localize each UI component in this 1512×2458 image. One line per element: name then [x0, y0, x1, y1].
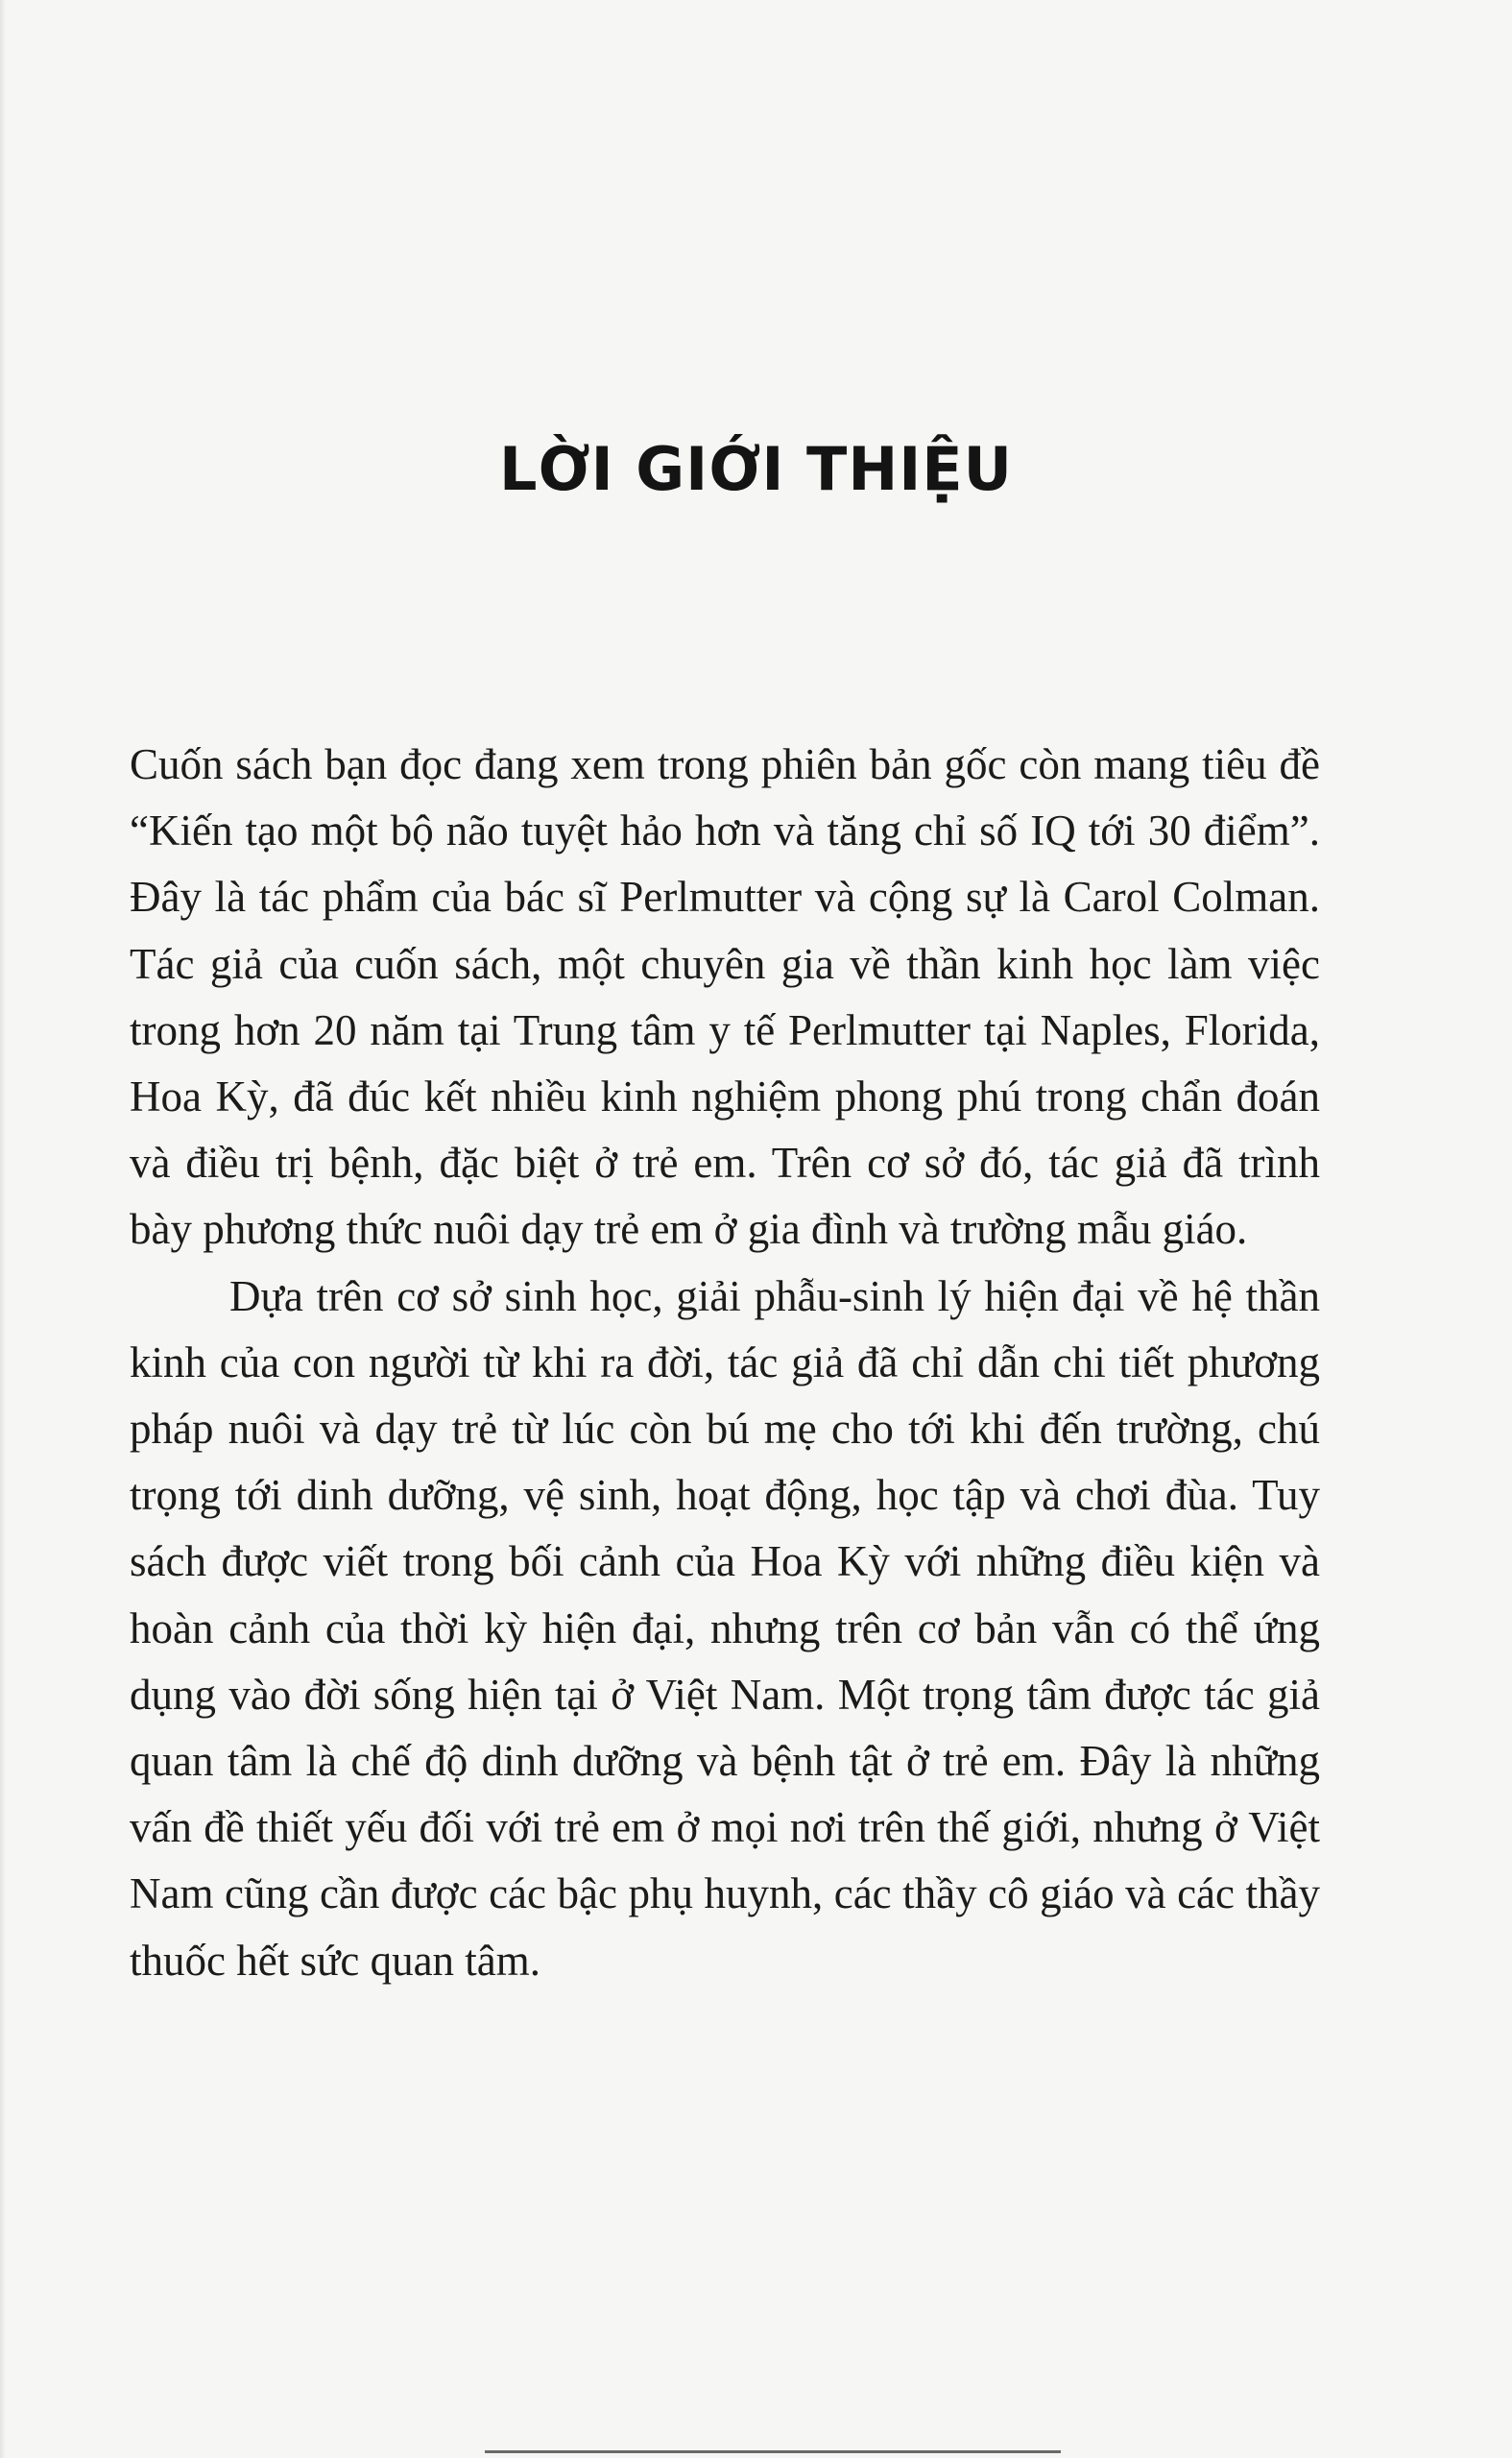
bottom-divider: [485, 2450, 1061, 2453]
paragraph-1: Cuốn sách bạn đọc đang xem trong phiên bản gốc còn mang tiêu đề “Kiến tạo một bộ não tuyệt hảo hơn và tăng chỉ số IQ tới 30 điểm”. Đây là tác phẩm của bác sĩ Perlmutter và cộng sự là Carol Colman. Tác giả của cuốn sách, một chuyên gia về thần kinh học làm việc trong hơn 20 năm tại Trung tâm y tế Perlmutter tại Naples, Florida, Hoa Kỳ, đã đúc kết nhiều kinh nghiệm phong phú trong chẩn đoán và điều trị bệnh, đặc biệt ở trẻ em. Trên cơ sở đó, tác giả đã trình bày phương thức nuôi dạy trẻ em ở gia đình và trường mẫu giáo.: [130, 740, 1320, 1254]
chapter-title: LỜI GIỚI THIỆU: [498, 434, 1014, 504]
paragraph-2: Dựa trên cơ sở sinh học, giải phẫu-sinh lý hiện đại về hệ thần kinh của con người từ khi ra đời, tác giả đã chỉ dẫn chi tiết phương pháp nuôi và dạy trẻ từ lúc còn bú mẹ cho tới khi đến trường, chú trọng tới dinh dưỡng, vệ sinh, hoạt động, học tập và chơi đùa. Tuy sách được viết trong bối cảnh của Hoa Kỳ với những điều kiện và hoàn cảnh của thời kỳ hiện đại, nhưng trên cơ bản vẫn có thể ứng dụng vào đời sống hiện tại ở Việt Nam. Một trọng tâm được tác giả quan tâm là chế độ dinh dưỡng và bệnh tật ở trẻ em. Đây là những vấn đề thiết yếu đối với trẻ em ở mọi nơi trên thế giới, nhưng ở Việt Nam cũng cần được các bậc phụ huynh, các thầy cô giáo và các thầy thuốc hết sức quan tâm.: [130, 1271, 1320, 1985]
body-text: [130, 732, 1320, 1994]
page-edge-shadow: [0, 0, 6, 2458]
